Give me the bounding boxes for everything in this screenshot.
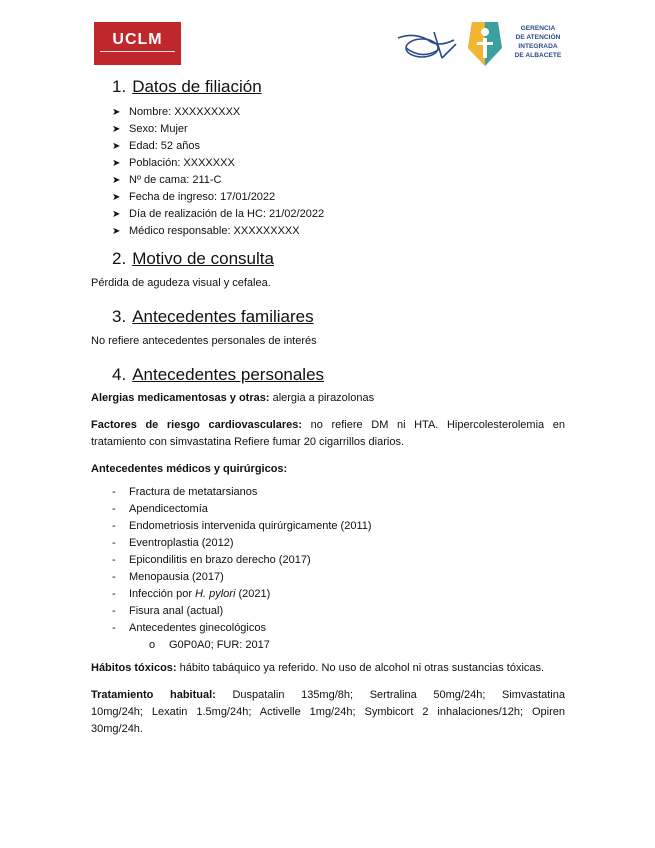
- document-body: [91, 74, 565, 738]
- list-item: - Eventroplastia (2012): [112, 537, 234, 549]
- tratamiento-paragraph-line1: Tratamiento habitual: Duspatalin 135mg/8h; Sertralina 50mg/24h; Simvastatina: [91, 689, 565, 701]
- list-item: ➤ Día de realización de la HC: 21/02/2022: [112, 208, 325, 220]
- section-heading-personales: 4. Antecedentes personales: [112, 365, 325, 384]
- list-item: - Endometriosis intervenida quirúrgicamente (2011): [112, 520, 372, 532]
- tratamiento-paragraph-line2: 10mg/24h; Lexatin 1.5mg/24h; Activelle 1mg/24h; Symbicort 2 inhalaciones/12h; Opiren: [91, 706, 565, 718]
- alergias-paragraph: Alergias medicamentosas y otras: alergia a pirazolonas: [91, 392, 375, 404]
- tratamiento-paragraph-line3: 30mg/24h.: [91, 723, 143, 735]
- section-heading-motivo: 2. Motivo de consulta: [112, 249, 274, 268]
- motivo-text: Pérdida de agudeza visual y cefalea.: [91, 277, 271, 289]
- list-item: ➤ Nombre: XXXXXXXXX: [112, 106, 241, 118]
- riesgo-paragraph-line2: tratamiento con simvastatina Refiere fumar 20 cigarrillos diarios.: [91, 436, 405, 448]
- list-item: - Apendicectomía: [112, 503, 208, 515]
- medicos-list: [91, 484, 565, 654]
- habitos-paragraph: Hábitos tóxicos: hábito tabáquico ya referido. No uso de alcohol ni otras sustancias tóxicas.: [91, 662, 545, 674]
- list-item: - Antecedentes ginecológicos: [112, 622, 266, 634]
- familiares-text: No refiere antecedentes personales de interés: [91, 335, 317, 347]
- gaia-logo-text: GERENCIA DE ATENCIÓN INTEGRADA DE ALBACETE: [514, 25, 562, 59]
- list-item: - Fractura de metatarsianos: [112, 486, 258, 498]
- list-item: - Menopausia (2017): [112, 571, 224, 583]
- section-heading-filiacion: 1. Datos de filiación: [112, 77, 262, 96]
- list-item: o G0P0A0; FUR: 2017: [149, 639, 270, 651]
- medicos-label: Antecedentes médicos y quirúrgicos:: [91, 463, 288, 475]
- list-item: ➤ Edad: 52 años: [112, 140, 200, 152]
- list-item: - Infección por H. pylori (2021): [112, 588, 271, 600]
- section-heading-familiares: 3. Antecedentes familiares: [112, 307, 314, 326]
- uclm-logo: [94, 22, 181, 65]
- riesgo-paragraph-line1: Factores de riesgo cardiovasculares: no refiere DM ni HTA. Hipercolesterolemia en: [91, 419, 565, 431]
- list-item: ➤ Sexo: Mujer: [112, 123, 188, 135]
- list-item: - Epicondilitis en brazo derecho (2017): [112, 554, 311, 566]
- list-item: ➤ Nº de cama: 211-C: [112, 174, 222, 186]
- list-item: - Fisura anal (actual): [112, 605, 224, 617]
- list-item: ➤ Fecha de ingreso: 17/01/2022: [112, 191, 276, 203]
- list-item: ➤ Población: XXXXXXX: [112, 157, 235, 169]
- filiacion-list: [91, 104, 565, 240]
- uclm-logo-text: UCLM: [112, 31, 163, 48]
- list-item: ➤ Médico responsable: XXXXXXXXX: [112, 225, 300, 237]
